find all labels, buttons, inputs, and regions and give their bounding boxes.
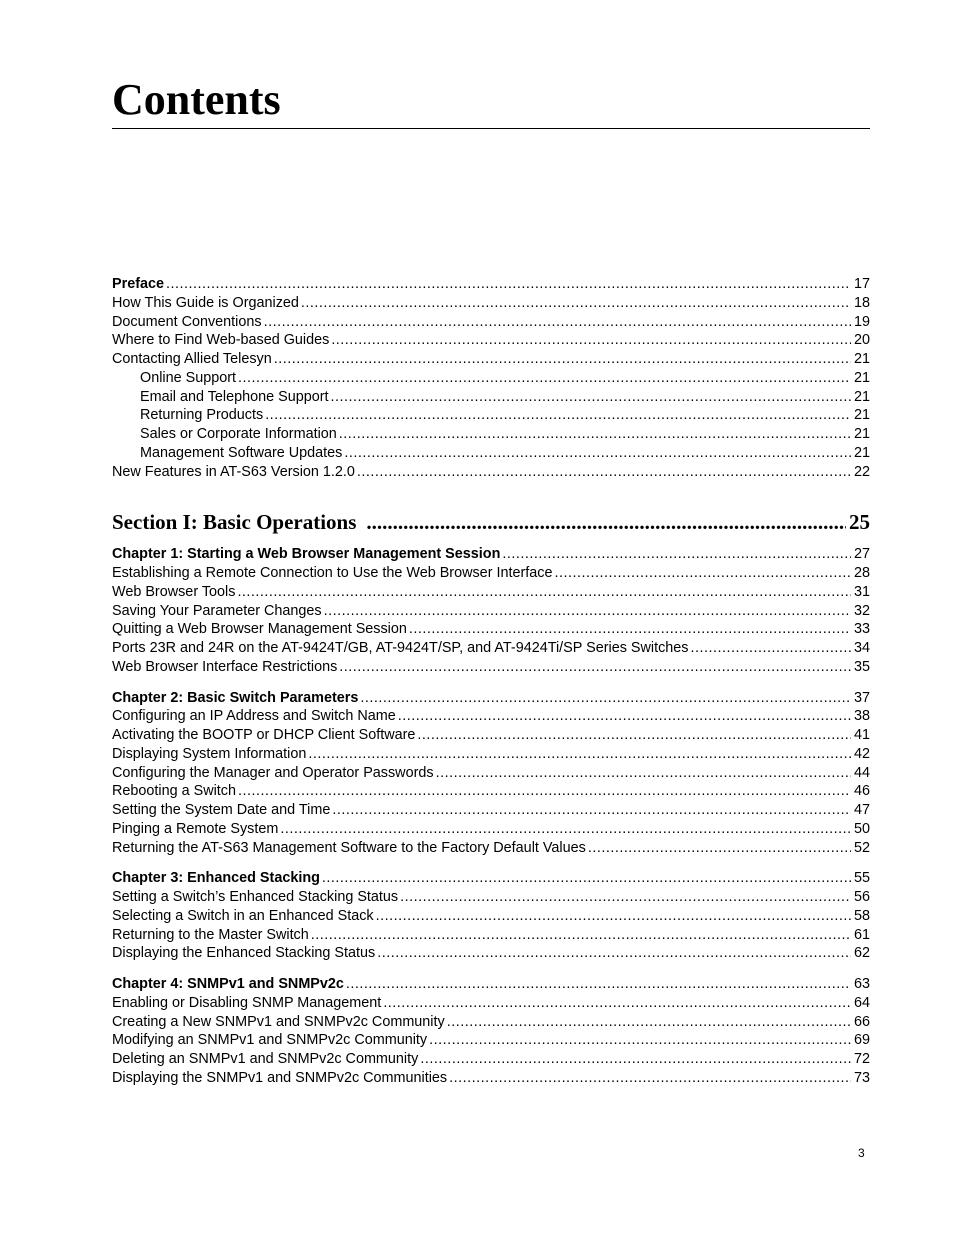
toc-entry-label: Configuring an IP Address and Switch Name bbox=[112, 708, 396, 725]
toc-entry-label: Sales or Corporate Information bbox=[140, 426, 337, 442]
toc-entry-page: 21 bbox=[853, 444, 870, 461]
toc-entry-page: 21 bbox=[853, 407, 870, 424]
toc-subentry[interactable] bbox=[112, 369, 870, 388]
toc-entry-label: Displaying the SNMPv1 and SNMPv2c Communities bbox=[112, 1069, 448, 1086]
toc-entry-label: Web Browser Tools bbox=[112, 583, 236, 600]
dot-leader bbox=[357, 463, 851, 482]
toc-entry-label: Quitting a Web Browser Management Session bbox=[112, 621, 407, 638]
toc-entry[interactable] bbox=[112, 1069, 870, 1088]
toc-entry[interactable] bbox=[112, 707, 870, 726]
page-title: Contents bbox=[112, 75, 281, 124]
toc-entry-label: Modifying an SNMPv1 and SNMPv2c Community bbox=[112, 1032, 428, 1049]
toc-entry-page: 31 bbox=[853, 583, 870, 600]
dot-leader bbox=[265, 406, 851, 425]
dot-leader bbox=[344, 444, 851, 463]
toc-entry-page: 19 bbox=[853, 313, 870, 330]
toc-entry[interactable] bbox=[112, 726, 870, 745]
dot-leader bbox=[324, 602, 851, 621]
toc-entry-label: Setting a Switch’s Enhanced Stacking Status bbox=[112, 889, 399, 905]
toc-subentry[interactable] bbox=[112, 425, 870, 444]
title-divider bbox=[112, 128, 870, 129]
dot-leader bbox=[264, 313, 851, 332]
chapter-label: Chapter 3: Enhanced Stacking bbox=[112, 870, 320, 887]
chapter-label: Chapter 1: Starting a Web Browser Management Session bbox=[112, 546, 501, 563]
toc-entry-page: 69 bbox=[853, 1032, 870, 1049]
toc-entry[interactable] bbox=[112, 926, 870, 945]
dot-leader bbox=[332, 801, 851, 820]
toc-entry-label: Contacting Allied Telesyn bbox=[112, 351, 272, 367]
toc-entry[interactable] bbox=[112, 658, 870, 677]
toc-entry-label: Activating the BOOTP or DHCP Client Software bbox=[112, 727, 416, 743]
dot-leader bbox=[280, 820, 851, 839]
toc-entry-label: Pinging a Remote System bbox=[112, 820, 279, 837]
dot-leader bbox=[308, 745, 851, 764]
chapter-4-group bbox=[112, 975, 870, 1088]
toc-entry-label: Management Software Updates bbox=[140, 444, 343, 461]
dot-leader bbox=[502, 545, 851, 564]
dot-leader bbox=[449, 1069, 851, 1088]
toc-entry[interactable] bbox=[112, 602, 870, 621]
toc-entry[interactable] bbox=[112, 463, 870, 482]
toc-entry[interactable] bbox=[112, 994, 870, 1013]
toc-entry[interactable] bbox=[112, 839, 870, 858]
toc-entry-page: 41 bbox=[853, 727, 870, 743]
toc-entry-label: Returning Products bbox=[140, 407, 264, 424]
toc-entry[interactable] bbox=[112, 801, 870, 820]
toc-entry-page: 33 bbox=[853, 621, 870, 638]
chapter-page: 63 bbox=[853, 976, 870, 992]
dot-leader bbox=[409, 620, 851, 639]
chapter-label: Chapter 4: SNMPv1 and SNMPv2c bbox=[112, 976, 344, 992]
toc-entry-page: 44 bbox=[853, 764, 870, 781]
toc-entry[interactable] bbox=[112, 564, 870, 583]
toc-entry[interactable] bbox=[112, 639, 870, 658]
toc-entry-page: 50 bbox=[853, 820, 870, 837]
dot-leader bbox=[383, 994, 851, 1013]
chapter-2-group bbox=[112, 689, 870, 858]
dot-leader bbox=[398, 707, 851, 726]
toc-entry-page: 21 bbox=[853, 426, 870, 442]
chapter-label: Chapter 2: Basic Switch Parameters bbox=[112, 689, 359, 706]
toc-entry-label: Setting the System Date and Time bbox=[112, 802, 331, 818]
toc-entry-label: Web Browser Interface Restrictions bbox=[112, 658, 338, 675]
dot-leader bbox=[377, 944, 851, 963]
chapter-1-group bbox=[112, 545, 870, 676]
toc-entry-page: 21 bbox=[853, 351, 870, 367]
dot-leader bbox=[331, 388, 851, 407]
dot-leader bbox=[360, 689, 851, 708]
chapter-3-group bbox=[112, 869, 870, 963]
toc-entry-page: 61 bbox=[853, 926, 870, 943]
toc-entry-label: Returning to the Master Switch bbox=[112, 926, 309, 943]
toc-entry-label: Where to Find Web-based Guides bbox=[112, 332, 330, 349]
toc-entry-label: New Features in AT-S63 Version 1.2.0 bbox=[112, 463, 355, 480]
dot-leader bbox=[322, 869, 851, 888]
toc-entry-page: 22 bbox=[853, 463, 870, 480]
toc-entry-page: 72 bbox=[853, 1051, 870, 1067]
toc-entry-page: 52 bbox=[853, 839, 870, 856]
toc-entry-label: Email and Telephone Support bbox=[140, 388, 329, 405]
dot-leader bbox=[588, 839, 851, 858]
toc-entry-preface[interactable] bbox=[112, 275, 870, 294]
toc-entry-page: 62 bbox=[853, 945, 870, 962]
toc-entry-label: Displaying the Enhanced Stacking Status bbox=[112, 945, 376, 962]
toc-entry[interactable] bbox=[112, 350, 870, 369]
toc-entry-label: Returning the AT-S63 Management Software to the Factory Default Values bbox=[112, 839, 586, 856]
toc-entry-label: Establishing a Remote Connection to Use the Web Browser Interface bbox=[112, 565, 553, 581]
toc-entry-page: 58 bbox=[853, 907, 870, 924]
dot-leader bbox=[417, 726, 851, 745]
toc-entry-label: Ports 23R and 24R on the AT-9424T/GB, AT-9424T/SP, and AT-9424Ti/SP Series Switches bbox=[112, 640, 689, 656]
dot-leader bbox=[238, 782, 851, 801]
toc-entry-page: 42 bbox=[853, 745, 870, 762]
toc-entry[interactable] bbox=[112, 820, 870, 839]
toc-entry-page: 17 bbox=[853, 276, 870, 292]
toc-entry-label: Saving Your Parameter Changes bbox=[112, 602, 322, 619]
dot-leader bbox=[331, 331, 851, 350]
toc-entry[interactable] bbox=[112, 944, 870, 963]
toc-entry-page: 47 bbox=[853, 802, 870, 818]
toc-entry-label: Enabling or Disabling SNMP Management bbox=[112, 994, 382, 1011]
chapter-heading[interactable] bbox=[112, 975, 870, 994]
chapter-heading[interactable] bbox=[112, 869, 870, 888]
toc-entry-page: 21 bbox=[853, 388, 870, 405]
toc-entry-label: Selecting a Switch in an Enhanced Stack bbox=[112, 907, 374, 924]
chapter-page: 37 bbox=[853, 689, 870, 706]
toc-entry[interactable] bbox=[112, 620, 870, 639]
toc-entry-page: 28 bbox=[853, 565, 870, 581]
toc-entry-label: Preface bbox=[112, 276, 165, 292]
toc-entry-label: How This Guide is Organized bbox=[112, 294, 299, 311]
section-label: Section I: Basic Operations bbox=[112, 510, 357, 535]
toc-entry[interactable] bbox=[112, 907, 870, 926]
toc-subentry[interactable] bbox=[112, 444, 870, 463]
dot-leader bbox=[420, 1050, 851, 1069]
toc-subentry[interactable] bbox=[112, 406, 870, 425]
toc-entry[interactable] bbox=[112, 294, 870, 313]
toc-entry-page: 66 bbox=[853, 1013, 870, 1030]
table-of-contents bbox=[112, 275, 870, 1088]
toc-subentry[interactable] bbox=[112, 388, 870, 407]
toc-entry[interactable] bbox=[112, 888, 870, 907]
toc-entry[interactable] bbox=[112, 782, 870, 801]
toc-entry[interactable] bbox=[112, 1013, 870, 1032]
dot-leader bbox=[447, 1013, 851, 1032]
chapter-page: 55 bbox=[853, 870, 870, 887]
toc-entry[interactable] bbox=[112, 331, 870, 350]
dot-leader bbox=[311, 926, 851, 945]
dot-leader bbox=[346, 975, 851, 994]
toc-entry-page: 56 bbox=[853, 889, 870, 905]
dot-leader bbox=[339, 425, 851, 444]
dot-leader bbox=[690, 639, 851, 658]
chapter-heading[interactable] bbox=[112, 545, 870, 564]
toc-entry-page: 38 bbox=[853, 708, 870, 725]
dot-leader bbox=[238, 369, 851, 388]
dot-leader bbox=[436, 764, 851, 783]
toc-entry-page: 21 bbox=[853, 369, 870, 386]
dot-leader bbox=[400, 888, 851, 907]
preface-group bbox=[112, 275, 870, 481]
toc-entry-page: 46 bbox=[853, 783, 870, 800]
toc-entry-label: Deleting an SNMPv1 and SNMPv2c Community bbox=[112, 1051, 419, 1067]
dot-leader bbox=[339, 658, 851, 677]
toc-entry-label: Displaying System Information bbox=[112, 745, 307, 762]
toc-entry-page: 18 bbox=[853, 294, 870, 311]
toc-entry[interactable] bbox=[112, 745, 870, 764]
toc-entry-label: Online Support bbox=[140, 369, 236, 386]
toc-entry[interactable] bbox=[112, 1050, 870, 1069]
toc-entry-label: Configuring the Manager and Operator Passwords bbox=[112, 764, 434, 781]
toc-entry-page: 32 bbox=[853, 602, 870, 619]
toc-entry[interactable] bbox=[112, 1031, 870, 1050]
toc-entry-label: Rebooting a Switch bbox=[112, 783, 236, 800]
dot-leader bbox=[376, 907, 851, 926]
page-number: 3 bbox=[858, 1146, 865, 1160]
toc-entry-page: 34 bbox=[853, 640, 870, 656]
toc-entry-label: Document Conventions bbox=[112, 313, 262, 330]
section-page: 25 bbox=[849, 510, 870, 535]
toc-entry-page: 20 bbox=[853, 332, 870, 349]
toc-entry-page: 73 bbox=[853, 1069, 870, 1086]
toc-entry[interactable] bbox=[112, 313, 870, 332]
chapter-heading[interactable] bbox=[112, 689, 870, 708]
toc-entry-page: 35 bbox=[853, 658, 870, 675]
toc-entry-label: Creating a New SNMPv1 and SNMPv2c Community bbox=[112, 1013, 445, 1030]
toc-entry-page: 64 bbox=[853, 994, 870, 1011]
dot-leader bbox=[274, 350, 851, 369]
dot-leader bbox=[237, 583, 851, 602]
toc-entry[interactable] bbox=[112, 583, 870, 602]
chapter-page: 27 bbox=[853, 546, 870, 563]
dot-leader bbox=[429, 1031, 851, 1050]
toc-entry[interactable] bbox=[112, 764, 870, 783]
dot-leader bbox=[166, 275, 851, 294]
dot-leader bbox=[554, 564, 851, 583]
section-heading[interactable] bbox=[112, 507, 870, 537]
dot-leader bbox=[301, 294, 851, 313]
dot-leader bbox=[366, 507, 846, 537]
